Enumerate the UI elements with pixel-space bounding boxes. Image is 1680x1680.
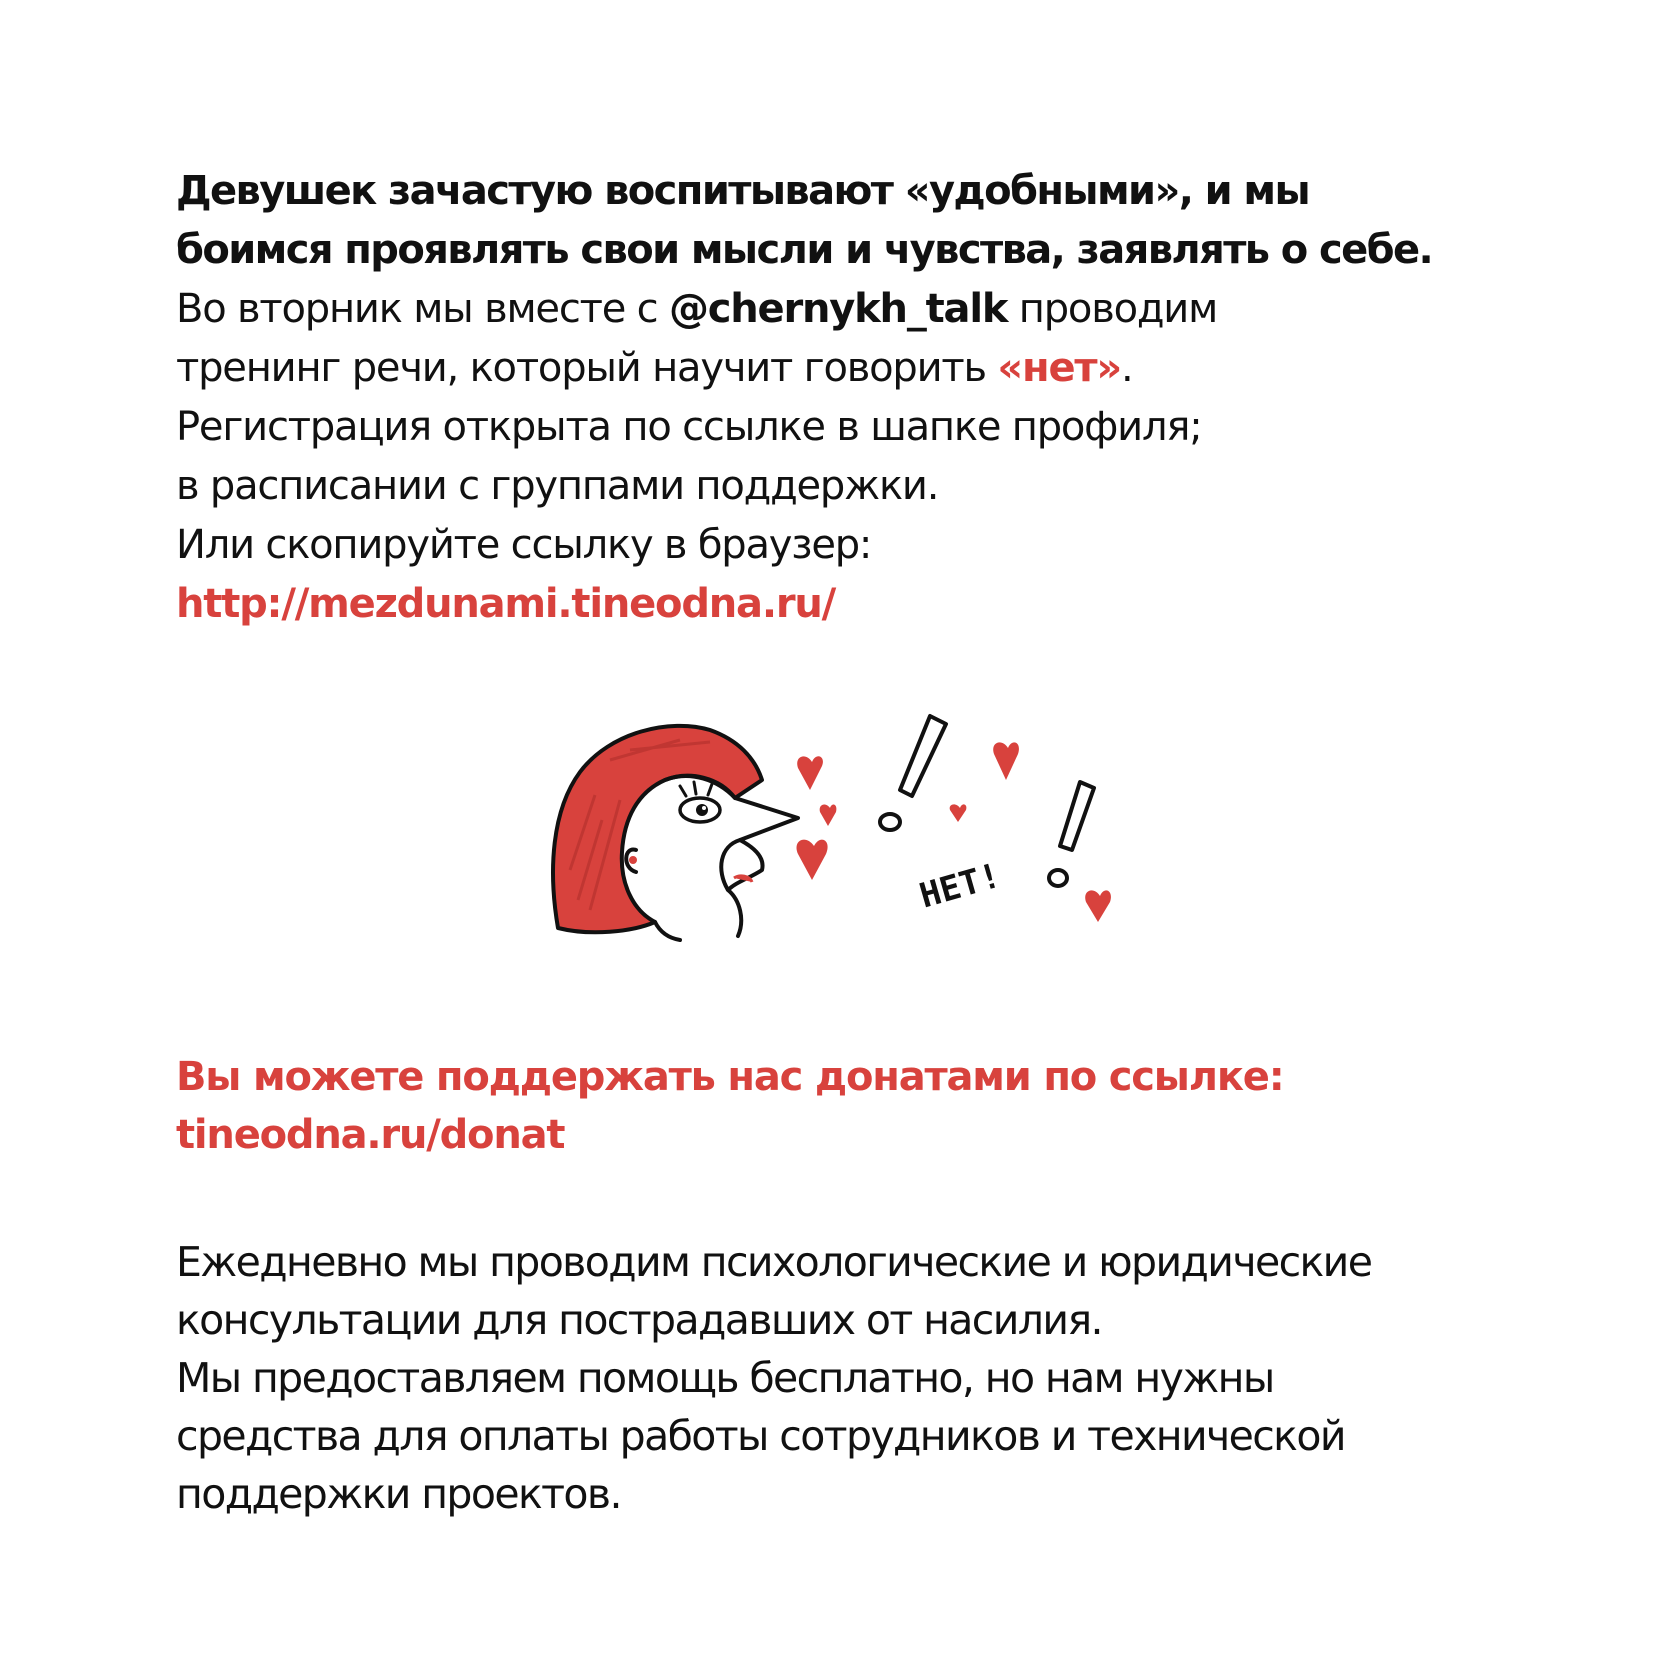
intro-line-4-after: . [1121, 345, 1133, 391]
shouting-woman-illustration [540, 700, 1220, 960]
shout-text: НЕТ! [915, 855, 1006, 917]
intro-line-4 [176, 339, 1556, 398]
donate-line-1: Вы можете поддержать нас донатами по ссылке: [176, 1054, 1284, 1100]
intro-line-4-before: тренинг речи, который научит говорить [176, 345, 998, 391]
intro-line-3-after: проводим [1007, 286, 1218, 332]
donate-section [176, 1048, 1556, 1164]
intro-line-6: в расписании с группами поддержки. [176, 463, 939, 509]
registration-link[interactable]: http://mezdunami.tineodna.ru/ [176, 581, 836, 627]
woman-face-icon [553, 726, 798, 940]
intro-line-5: Регистрация открыта по ссылке в шапке профиля; [176, 404, 1202, 450]
intro-bold-line-1: Девушек зачастую воспитывают «удобными», и мы [176, 168, 1310, 214]
info-line-2: консультации для пострадавших от насилия. [176, 1296, 1102, 1344]
info-line-4: средства для оплаты работы сотрудников и технической [176, 1412, 1345, 1460]
intro-text [176, 162, 1556, 634]
instagram-handle[interactable]: @chernykh_talk [668, 286, 1008, 332]
info-section [176, 1233, 1556, 1523]
intro-line-3-before: Во вторник мы вместе с [176, 286, 669, 332]
donate-link[interactable]: tineodna.ru/donat [176, 1112, 565, 1158]
info-line-3: Мы предоставляем помощь бесплатно, но нам нужны [176, 1354, 1274, 1402]
intro-line-3 [176, 280, 1556, 339]
accent-word-no: «нет» [997, 345, 1122, 391]
info-line-1: Ежедневно мы проводим психологические и юридические [176, 1238, 1372, 1286]
intro-line-7: Или скопируйте ссылку в браузер: [176, 522, 872, 568]
intro-bold-line-2: боимся проявлять свои мысли и чувства, заявлять о себе. [176, 227, 1433, 273]
info-line-5: поддержки проектов. [176, 1470, 621, 1518]
